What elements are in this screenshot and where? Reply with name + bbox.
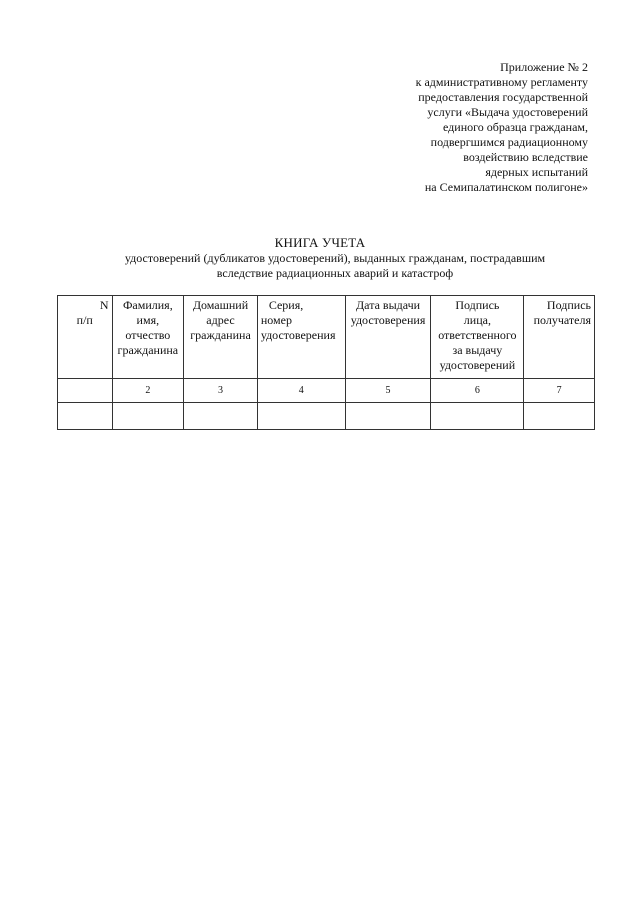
table-cell bbox=[345, 403, 431, 430]
header-row bbox=[58, 296, 595, 379]
header-home-address bbox=[184, 296, 258, 379]
appendix-line: Приложение № 2 bbox=[500, 60, 588, 74]
header-text: удостоверения bbox=[350, 313, 426, 327]
header-text: Серия, bbox=[268, 298, 304, 312]
appendix-line: услуги «Выдача удостоверений bbox=[427, 105, 588, 119]
header-full-name bbox=[112, 296, 184, 379]
header-issue-date bbox=[345, 296, 431, 379]
column-number-cell: 2 bbox=[112, 379, 184, 403]
header-text: гражданина bbox=[190, 328, 251, 342]
header-text: лица, bbox=[463, 313, 491, 327]
column-number-row bbox=[58, 379, 595, 403]
table-cell bbox=[431, 403, 524, 430]
header-text: удостоверений bbox=[439, 358, 516, 372]
appendix-line: подвергшимся радиационному bbox=[430, 135, 588, 149]
table-row bbox=[58, 403, 595, 430]
header-number bbox=[58, 296, 113, 379]
appendix-line: к административному регламенту bbox=[415, 75, 588, 89]
header-text: Фамилия, bbox=[122, 298, 173, 312]
appendix-line: ядерных испытаний bbox=[485, 165, 588, 179]
header-text: за выдачу bbox=[452, 343, 503, 357]
column-number-cell: 7 bbox=[524, 379, 595, 403]
subtitle-line: удостоверений (дубликатов удостоверений), выданных гражданам, пострадавшим bbox=[124, 251, 546, 265]
appendix-line: единого образца гражданам, bbox=[443, 120, 588, 134]
header-text: Подпись bbox=[455, 298, 500, 312]
column-number-cell: 3 bbox=[184, 379, 258, 403]
header-recipient-signature bbox=[524, 296, 595, 379]
column-number-cell: 4 bbox=[257, 379, 345, 403]
header-text: Домашний bbox=[192, 298, 249, 312]
header-text: отчество bbox=[125, 328, 171, 342]
appendix-line: на Семипалатинском полигоне» bbox=[424, 180, 588, 194]
appendix-block bbox=[288, 60, 588, 195]
header-text: Дата выдачи bbox=[356, 298, 421, 312]
header-text: адрес bbox=[206, 313, 235, 327]
table-cell bbox=[184, 403, 258, 430]
header-text: имя, bbox=[136, 313, 160, 327]
header-text: N bbox=[99, 298, 109, 312]
header-text: ответственного bbox=[438, 328, 517, 342]
table-cell bbox=[524, 403, 595, 430]
header-responsible-signature bbox=[431, 296, 524, 379]
header-text: п/п bbox=[76, 313, 93, 327]
table-cell bbox=[58, 403, 113, 430]
header-text: гражданина bbox=[117, 343, 179, 357]
subtitle-line: вследствие радиационных аварий и катастроф bbox=[216, 266, 454, 280]
header-text: удостоверения bbox=[260, 328, 336, 342]
header-text: получателя bbox=[533, 313, 591, 327]
table-cell bbox=[257, 403, 345, 430]
appendix-line: воздействию вследствие bbox=[463, 150, 588, 164]
ledger-table bbox=[57, 295, 595, 430]
header-text: Подпись bbox=[546, 298, 591, 312]
column-number-cell: 6 bbox=[431, 379, 524, 403]
appendix-line: предоставления государственной bbox=[418, 90, 588, 104]
column-number-cell bbox=[58, 379, 113, 403]
column-number-cell: 5 bbox=[345, 379, 431, 403]
header-series-number bbox=[257, 296, 345, 379]
header-text: номер bbox=[260, 313, 292, 327]
book-title: КНИГА УЧЕТА bbox=[274, 235, 366, 250]
table-cell bbox=[112, 403, 184, 430]
book-subtitle bbox=[100, 251, 570, 281]
